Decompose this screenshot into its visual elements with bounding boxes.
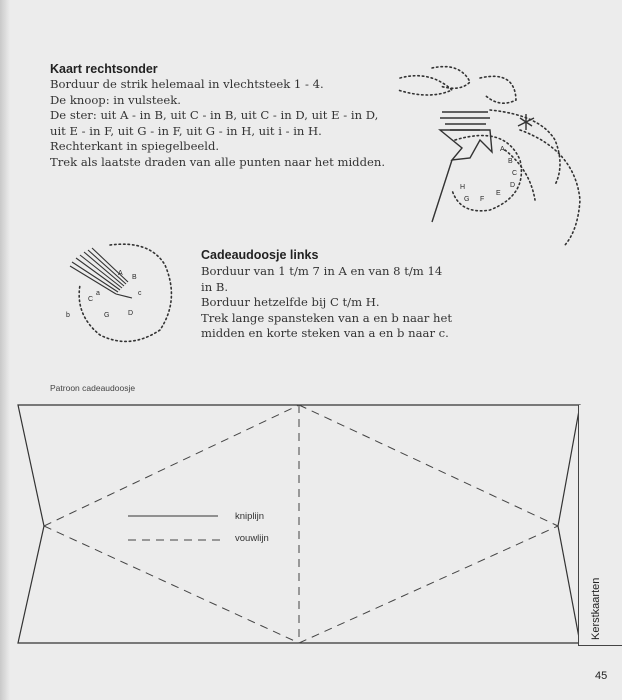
gift-dotted-outline <box>79 244 171 341</box>
fold-line-tr <box>299 405 558 526</box>
page-number: 45 <box>595 670 608 682</box>
bow-loop-left <box>398 76 452 95</box>
knot-hatching <box>440 112 490 130</box>
cadeau-line-1: Borduur van 1 t/m 7 in A en van 8 t/m 14 <box>201 264 443 278</box>
legend-cut-label: kniplijn <box>235 511 265 522</box>
kaart-line-3: De ster: uit A - in B, uit C - in B, uit C - in D, uit E - in D, <box>50 108 379 123</box>
star-bow-pattern <box>398 67 580 245</box>
section-tab-label: Kerstkaarten <box>590 577 602 640</box>
cadeau-line-2: in B. <box>201 279 229 294</box>
kaart-line-1: Borduur de strik helemaal in vlechtsteek 1 - 4. <box>50 77 324 91</box>
star-label-c: C <box>512 170 518 177</box>
gift-label-upper-c: C <box>88 296 94 303</box>
gift-label-upper-b: B <box>132 274 137 281</box>
kaart-section-title: Kaart rechtsonder <box>50 62 158 76</box>
legend-fold-label: vouwlijn <box>235 533 269 544</box>
section-tab-divider <box>578 645 622 646</box>
star-knot <box>432 112 534 222</box>
kaart-line-2: De knoop: in vulsteek. <box>50 92 181 107</box>
cadeau-line-4: Trek lange spansteken van a en b naar het <box>201 310 452 325</box>
star-label-e: E <box>496 190 501 197</box>
gift-label-b: b <box>66 312 70 319</box>
gift-label-c: c <box>138 290 142 297</box>
star-label-h: H <box>460 184 466 191</box>
bow-loop-right <box>480 76 516 103</box>
bow-loop-top <box>432 67 470 89</box>
cadeau-section-title: Cadeaudoosje links <box>201 248 319 262</box>
fold-line-tl <box>44 405 299 526</box>
gift-label-upper-g: G <box>104 312 110 319</box>
star-label-d: D <box>510 182 516 189</box>
kaart-line-4: uit E - in F, uit G - in F, uit G - in H, uit i - in H. <box>50 123 322 138</box>
kaart-line-6: Trek als laatste draden van alle punten naar het midden. <box>50 154 386 169</box>
star-label-b: B <box>508 158 513 165</box>
gift-label-a: a <box>96 290 100 297</box>
gift-label-upper-a: A <box>118 270 123 277</box>
star-label-a: A <box>500 146 505 153</box>
star-outline <box>440 130 492 160</box>
bow-ribbon-2 <box>520 130 580 245</box>
cadeau-line-5: midden en korte steken van a en b naar c. <box>201 326 449 341</box>
gift-label-upper-d: D <box>128 310 134 317</box>
star-label-g: G <box>464 196 470 203</box>
pattern-caption: Patroon cadeaudoosje <box>50 383 136 393</box>
box-template <box>18 405 580 643</box>
star-ray <box>432 160 452 222</box>
gift-box-pattern <box>70 244 171 341</box>
fold-line-br <box>299 526 558 643</box>
cadeau-line-3: Borduur hetzelfde bij C t/m H. <box>201 295 380 310</box>
star-label-f: F <box>480 196 485 203</box>
kaart-line-5: Rechterkant in spiegelbeeld. <box>50 139 220 154</box>
